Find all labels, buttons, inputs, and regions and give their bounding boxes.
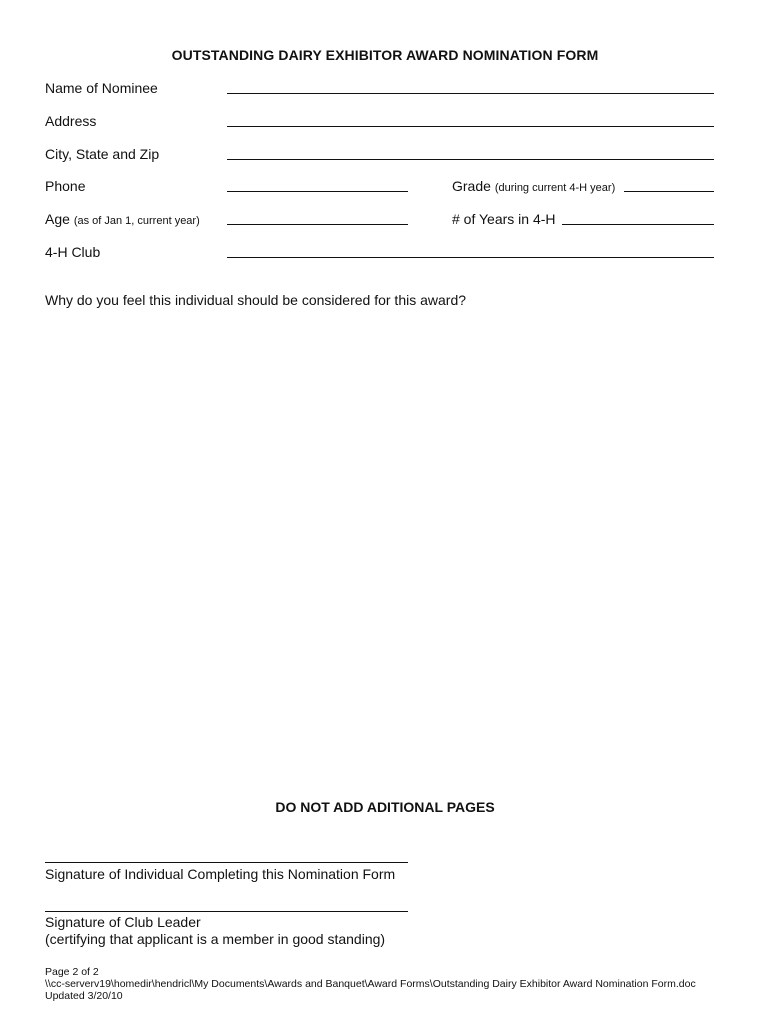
age-note: (as of Jan 1, current year): [73, 215, 200, 227]
city-state-zip-label: City, State and Zip: [45, 146, 160, 162]
club-label: 4-H Club: [45, 244, 101, 260]
address-line[interactable]: [227, 126, 714, 127]
years-in-4h-label: # of Years in 4-H: [452, 211, 556, 227]
years-in-4h-line[interactable]: [562, 224, 714, 225]
page-number: Page 2 of 2: [45, 966, 99, 978]
name-of-nominee-label: Name of Nominee: [45, 80, 158, 96]
club-line[interactable]: [227, 257, 714, 258]
completer-signature-label: Signature of Individual Completing this Nomination Form: [45, 866, 396, 882]
phone-line[interactable]: [227, 191, 408, 192]
document-path: \\cc-serverv19\homedir\hendricl\My Documents\Awards and Banquet\Award Forms\Outstanding Dairy Exhibitor Award Nomination Form.doc: [45, 978, 696, 990]
age-line[interactable]: [227, 224, 408, 225]
updated-date: Updated 3/20/10: [45, 990, 123, 1002]
address-label: Address: [45, 113, 97, 129]
grade-label-group: [452, 178, 615, 194]
answer-area[interactable]: [45, 318, 725, 788]
completer-signature-line[interactable]: [45, 862, 408, 863]
leader-signature-label: Signature of Club Leader: [45, 914, 201, 930]
city-state-zip-line[interactable]: [227, 159, 714, 160]
form-title: OUTSTANDING DAIRY EXHIBITOR AWARD NOMINATION FORM: [171, 47, 599, 63]
age-label: Age: [45, 211, 70, 227]
name-of-nominee-line[interactable]: [227, 93, 714, 94]
grade-line[interactable]: [624, 191, 714, 192]
award-question: Why do you feel this individual should be considered for this award?: [45, 292, 467, 308]
no-additional-pages-notice: DO NOT ADD ADITIONAL PAGES: [275, 799, 495, 815]
grade-label: Grade: [452, 178, 491, 194]
age-label-group: [45, 211, 200, 227]
leader-signature-note: (certifying that applicant is a member in good standing): [45, 931, 386, 947]
phone-label: Phone: [45, 178, 86, 194]
leader-signature-line[interactable]: [45, 911, 408, 912]
grade-note: (during current 4-H year): [494, 182, 616, 194]
